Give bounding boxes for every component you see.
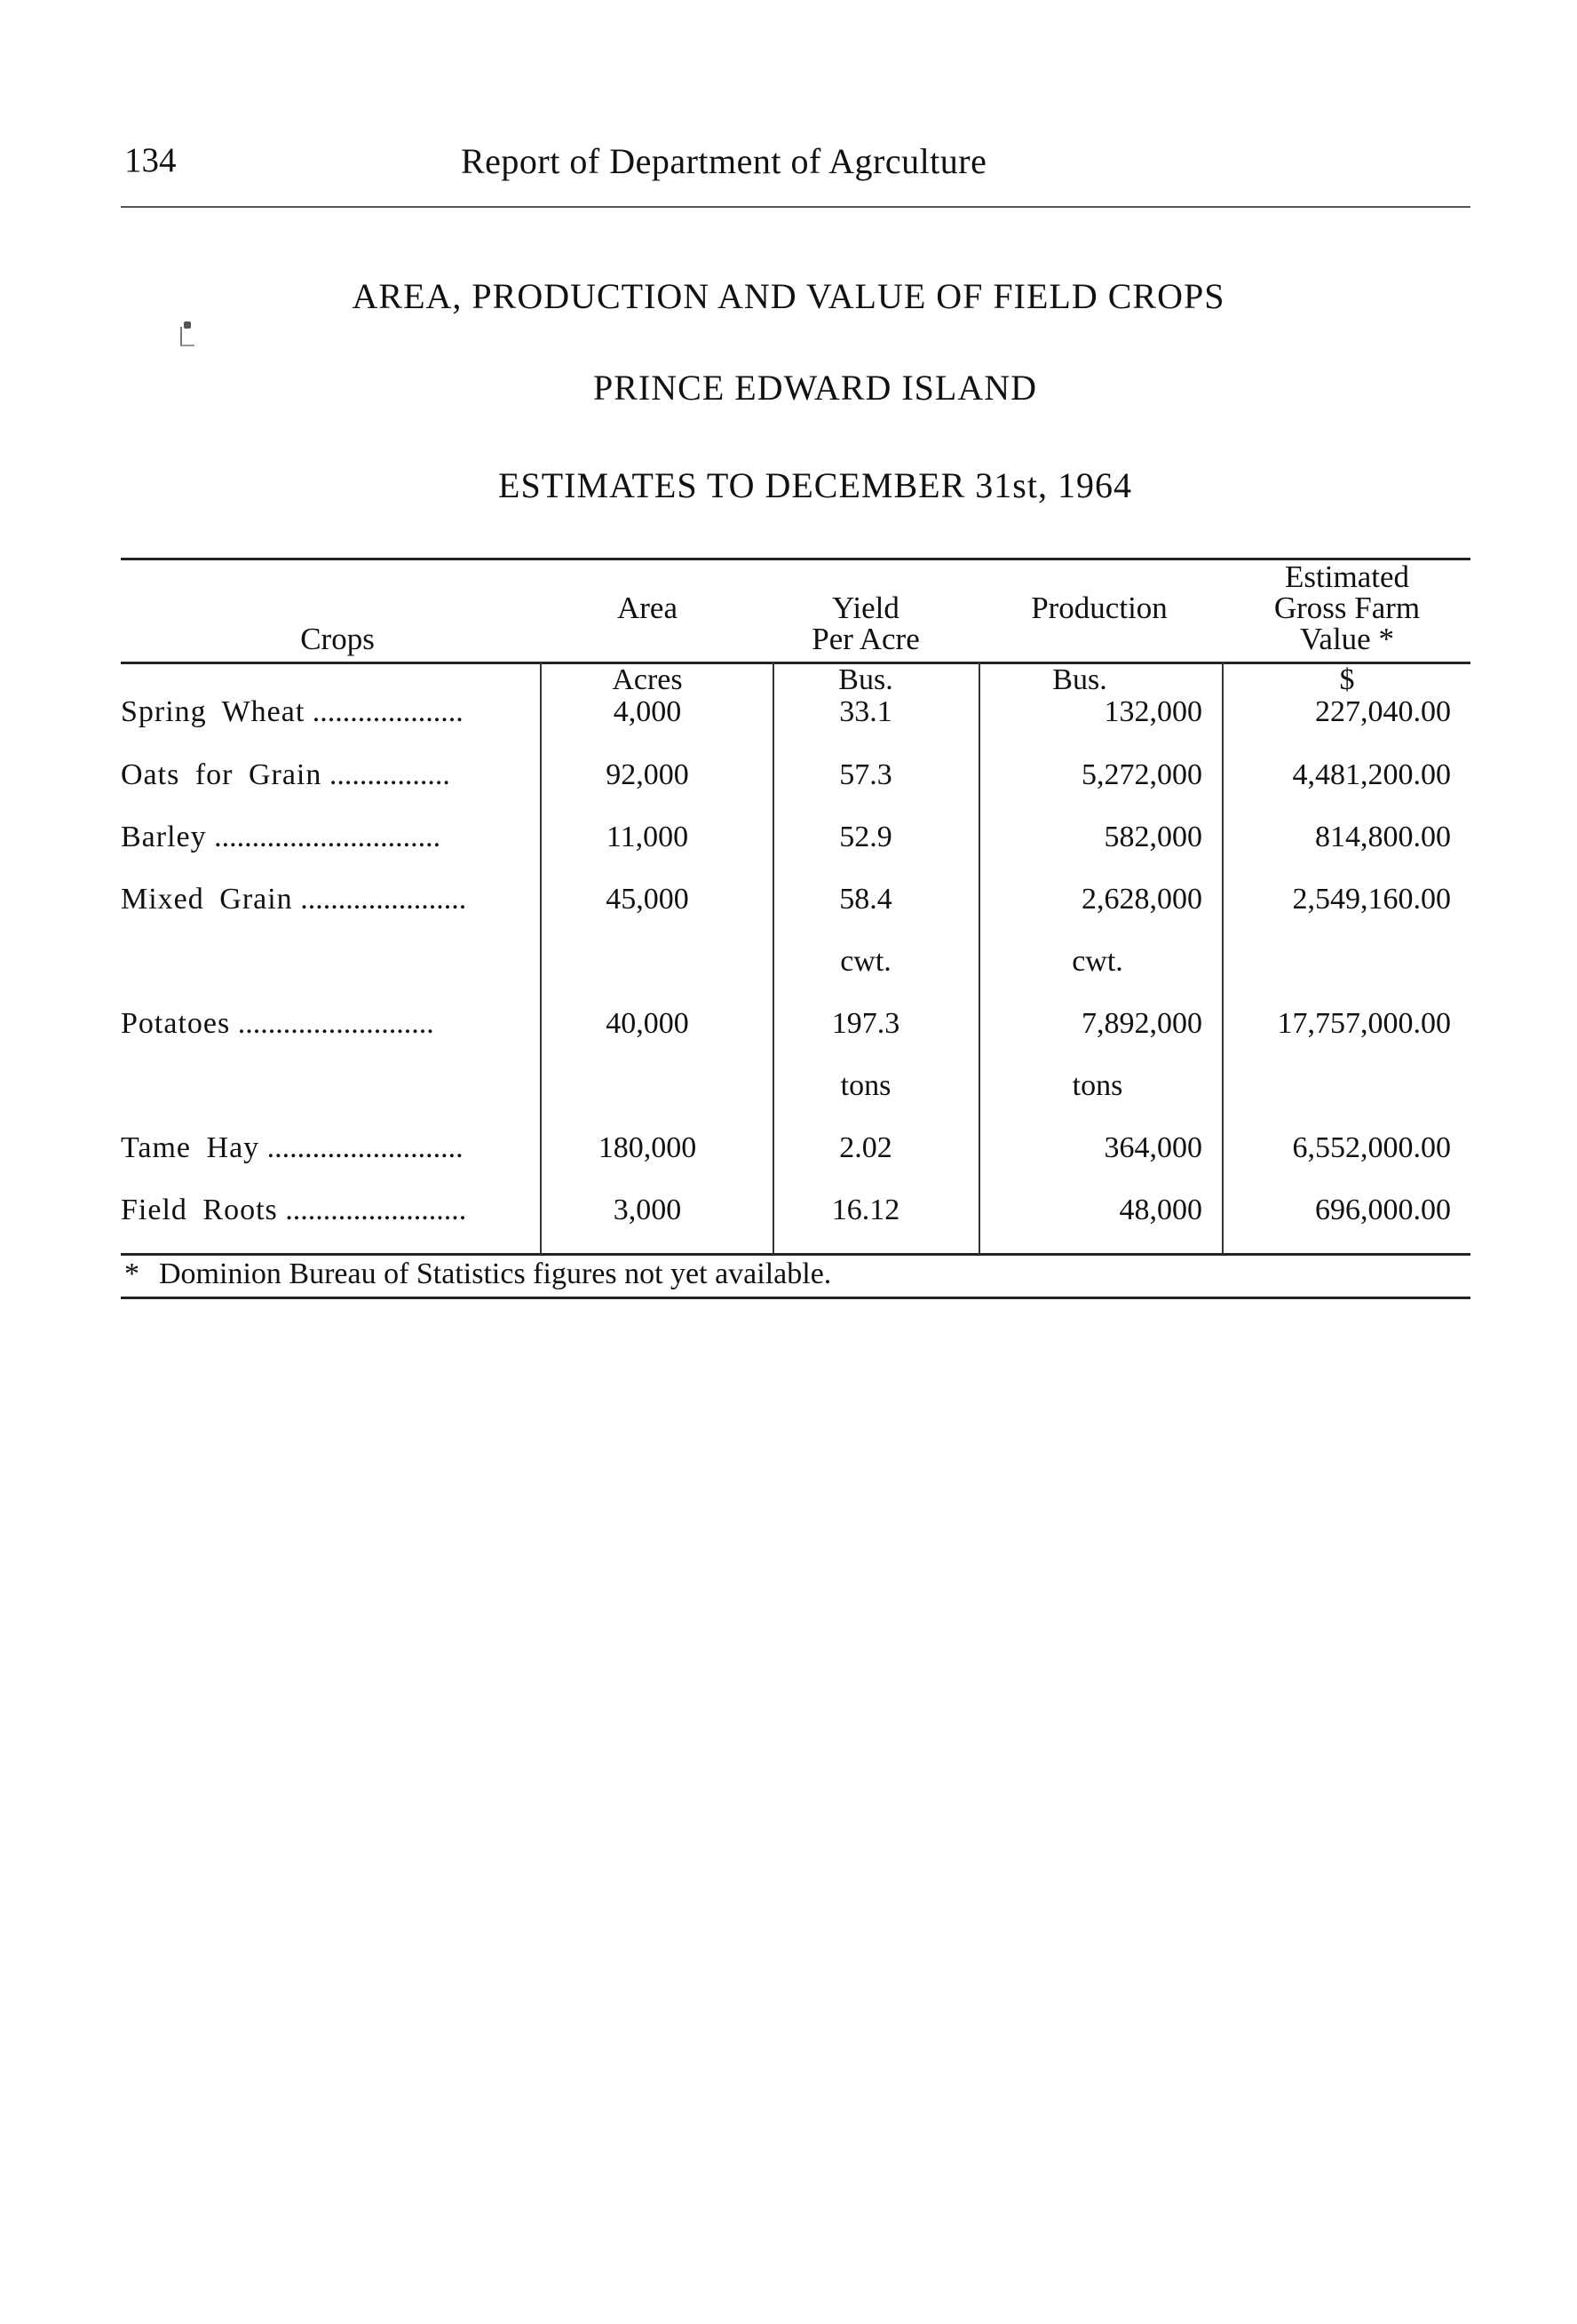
area-value: 180,000: [598, 1131, 697, 1164]
table-row: [121, 1194, 538, 1225]
leader-dots: ..............................: [214, 821, 441, 853]
table-row: [121, 1008, 538, 1039]
production-value: 48,000: [1119, 1194, 1202, 1226]
area-value: 92,000: [606, 758, 689, 791]
yield-value: 58.4: [839, 883, 892, 916]
crop-name: Tame Hay: [121, 1131, 260, 1164]
leader-dots: ................: [329, 758, 450, 791]
table-row: [121, 884, 538, 915]
production-value: 364,000: [1104, 1131, 1202, 1164]
leader-dots: ..........................: [237, 1007, 434, 1040]
area-value: 45,000: [606, 883, 689, 916]
table-bottom-rule: [121, 1253, 1470, 1256]
header-rule: [121, 206, 1470, 208]
header-value: Value *: [1300, 622, 1394, 656]
column-divider: [540, 662, 542, 1255]
area-value: 11,000: [606, 821, 689, 853]
running-title: Report of Department of Agrculture: [461, 141, 987, 181]
unit-bus-production: Bus.: [1052, 663, 1107, 696]
header-yield: Yield: [832, 591, 899, 625]
table-footnote: [121, 1257, 1470, 1291]
running-head: [121, 140, 1470, 194]
header-crops: Crops: [300, 622, 375, 656]
yield-value: 197.3: [831, 1007, 900, 1040]
table-period: ESTIMATES TO DECEMBER 31st, 1964: [498, 465, 1132, 505]
table-subtitle: PRINCE EDWARD ISLAND: [593, 368, 1037, 408]
crop-name: Oats for Grain: [121, 758, 322, 791]
crop-name: Mixed Grain: [121, 883, 293, 916]
crop-name: Spring Wheat: [121, 695, 305, 728]
production-value: 2,628,000: [1082, 883, 1202, 916]
header-gross-farm: Gross Farm: [1273, 591, 1421, 625]
area-value: 40,000: [606, 1007, 689, 1040]
footnote-rule: [121, 1297, 1470, 1299]
leader-dots: ........................: [285, 1194, 467, 1226]
unit-cwt-yield: cwt.: [840, 945, 892, 978]
unit-cwt-production: cwt.: [1072, 945, 1123, 978]
unit-acres: Acres: [612, 663, 683, 696]
crop-name: Barley: [121, 821, 207, 853]
production-value: 132,000: [1104, 695, 1202, 728]
table-top-rule: [121, 558, 1470, 560]
unit-dollars: $: [1339, 663, 1355, 696]
value-amount: 814,800.00: [1315, 821, 1451, 853]
yield-value: 16.12: [831, 1194, 900, 1226]
area-value: 4,000: [613, 695, 682, 728]
value-amount: 2,549,160.00: [1292, 883, 1451, 916]
header-estimated: Estimated: [1285, 559, 1409, 594]
crop-name: Field Roots: [121, 1194, 278, 1226]
value-amount: 227,040.00: [1315, 695, 1451, 728]
yield-value: 33.1: [839, 695, 892, 728]
leader-dots: ..........................: [266, 1131, 464, 1164]
leader-dots: ......................: [300, 883, 467, 916]
table-title: AREA, PRODUCTION AND VALUE OF FIELD CROPS: [352, 276, 1225, 316]
production-value: 5,272,000: [1082, 758, 1202, 791]
value-amount: 4,481,200.00: [1292, 758, 1451, 791]
table-row: [121, 821, 538, 853]
unit-tons-production: tons: [1072, 1069, 1123, 1102]
header-production: Production: [1031, 591, 1168, 625]
production-value: 7,892,000: [1082, 1007, 1202, 1040]
table-row: [121, 759, 538, 790]
footnote-asterisk: *: [124, 1257, 139, 1290]
area-value: 3,000: [613, 1194, 682, 1226]
unit-bus-yield: Bus.: [838, 663, 893, 696]
header-yield-per-acre: Per Acre: [812, 622, 920, 656]
scan-mark-icon: [180, 327, 194, 346]
unit-tons-yield: tons: [840, 1069, 892, 1102]
production-value: 582,000: [1104, 821, 1202, 853]
column-divider: [1222, 662, 1224, 1255]
yield-value: 52.9: [839, 821, 892, 853]
header-area: Area: [616, 591, 678, 625]
leader-dots: ....................: [312, 695, 464, 728]
yield-value: 57.3: [839, 758, 892, 791]
value-amount: 6,552,000.00: [1292, 1131, 1451, 1164]
value-amount: 696,000.00: [1315, 1194, 1451, 1226]
value-amount: 17,757,000.00: [1277, 1007, 1451, 1040]
crop-name: Potatoes: [121, 1007, 231, 1040]
footnote-text: Dominion Bureau of Statistics figures not yet available.: [159, 1257, 832, 1290]
yield-value: 2.02: [839, 1131, 892, 1164]
table-row: [121, 1132, 538, 1163]
table-row: [121, 696, 538, 727]
page-number: 134: [124, 141, 177, 179]
